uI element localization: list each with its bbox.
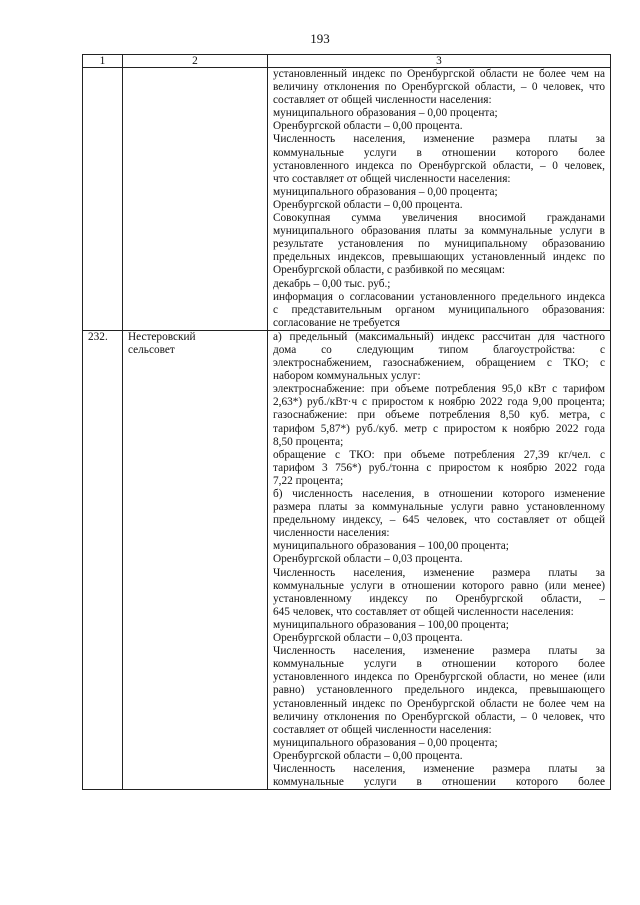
text-line: Оренбургской области – 0,03 процента.: [273, 632, 463, 645]
text-line: установленного индекса по Оренбургской области, – 0 человек,: [273, 159, 605, 172]
text-line: установленному индексу по Оренбургской области, –: [273, 592, 605, 605]
text-line: составляет от общей численности населения:: [273, 723, 492, 736]
document-table: [82, 54, 611, 790]
text-line: муниципального образования – 0,00 процента;: [273, 185, 498, 198]
text-line: Численность населения, изменение размера платы за: [273, 133, 605, 146]
text-line: декабрь – 0,00 тыс. руб.;: [273, 277, 391, 290]
text-line: информация о согласовании установленного предельного индекса: [273, 290, 605, 303]
text-line: набором коммунальных услуг:: [273, 370, 421, 383]
row-description: [268, 330, 611, 789]
text-line: Оренбургской области – 0,00 процента.: [273, 198, 463, 211]
text-line: Численность населения, изменение размера платы за: [273, 645, 605, 658]
text-line: размера платы за коммунальные услуги равно установленному: [273, 501, 605, 514]
text-line: а) предельный (максимальный) индекс рассчитан для частного: [273, 330, 605, 343]
text-line: равно) установленного предельного индекса, превышающего: [273, 684, 605, 697]
header-col-1: 1: [83, 55, 123, 68]
text-line: тарифом 3 756*) руб./тонна с приростом к ноябрю 2022 года: [273, 461, 605, 474]
row-number: [83, 68, 123, 331]
text-line: муниципального образования – 100,00 процента;: [273, 540, 509, 553]
text-line: 645 человек, что составляет от общей численности населения:: [273, 605, 574, 618]
text-line: Совокупная сумма увеличения вносимой гражданами: [273, 212, 605, 225]
text-line: Численность населения, изменение размера платы за: [273, 566, 605, 579]
text-line: результате установления по муниципальному образованию: [273, 238, 605, 251]
row-municipality: [123, 68, 268, 331]
text-line: муниципального образования – 0,00 процента;: [273, 107, 498, 120]
row-description: [268, 68, 611, 331]
text-line: установленный индекс по Оренбургской области не более чем на: [273, 68, 605, 80]
page-number: 193: [310, 31, 330, 46]
text-line: с представительным органом муниципального образования:: [273, 303, 605, 316]
text-line: величину отклонения по Оренбургской области, – 0 человек, что: [273, 710, 605, 723]
header-col-3: 3: [268, 55, 611, 68]
text-line: численности населения:: [273, 527, 390, 540]
text-line: б) численность населения, в отношении которого изменение: [273, 488, 605, 500]
text-line: муниципального образования – 0,00 процента;: [273, 736, 498, 749]
text-line: муниципального образования платы за коммунальные услуги в: [273, 225, 605, 238]
text-line: электроснабжением, газоснабжением, обращением с ТКО; с: [273, 357, 605, 370]
text-line: газоснабжение: при объеме потребления 8,50 куб. метра, с: [273, 409, 605, 422]
text-line: Оренбургской области – 0,03 процента.: [273, 553, 463, 566]
text-line: 2,63*) руб./кВт·ч с приростом к ноябрю 2022 года 9,00 процента;: [273, 396, 605, 409]
table-row: [83, 330, 611, 789]
municipality-name-line: сельсовет: [128, 343, 175, 356]
text-line: что составляет от общей численности населения:: [273, 172, 511, 185]
text-line: дома со следующим типом благоустройства: с: [273, 343, 605, 356]
table-header-row: [83, 55, 611, 68]
text-line: коммунальные услуги в отношении которого более: [273, 146, 605, 159]
text-line: Численность населения, изменение размера платы за: [273, 762, 605, 775]
text-line: 8,50 процента;: [273, 435, 344, 448]
text-line: предельных индексов, превышающих установленный индекс по: [273, 251, 605, 264]
row-number: 232.: [83, 330, 123, 789]
text-line: муниципального образования – 100,00 процента;: [273, 618, 509, 631]
row-municipality: [123, 330, 268, 789]
text-line: предельному индексу, – 645 человек, что составляет от общей: [273, 514, 605, 527]
text-line: Оренбургской области – 0,00 процента.: [273, 120, 463, 133]
text-line: составляет от общей численности населения:: [273, 94, 492, 107]
text-line: тарифом 5,87*) руб./куб. метр с приростом к ноябрю 2022 года: [273, 422, 605, 435]
text-line: коммунальные услуги в отношении которого более: [273, 776, 605, 789]
text-line: установленный индекс по Оренбургской области не более чем на: [273, 697, 605, 710]
header-col-2: 2: [123, 55, 268, 68]
text-line: 7,22 процента;: [273, 474, 344, 487]
text-line: величину отклонения по Оренбургской области, – 0 человек, что: [273, 81, 605, 94]
municipality-name-line: Нестеровский: [128, 330, 196, 343]
table-row: [83, 68, 611, 331]
text-line: Оренбургской области – 0,00 процента.: [273, 749, 463, 762]
text-line: согласование не требуется: [273, 316, 400, 329]
text-line: Оренбургской области, с разбивкой по месяцам:: [273, 264, 506, 277]
text-line: обращение с ТКО: при объеме потребления 27,39 кг/чел. с: [273, 448, 605, 461]
text-line: установленного индекса по Оренбургской области, но менее (или: [273, 671, 605, 684]
text-line: коммунальные услуги в отношении которого более: [273, 658, 605, 671]
text-line: электроснабжение: при объеме потребления 95,0 кВт с тарифом: [273, 383, 605, 396]
text-line: коммунальные услуги в отношении которого равно (или менее): [273, 579, 605, 592]
